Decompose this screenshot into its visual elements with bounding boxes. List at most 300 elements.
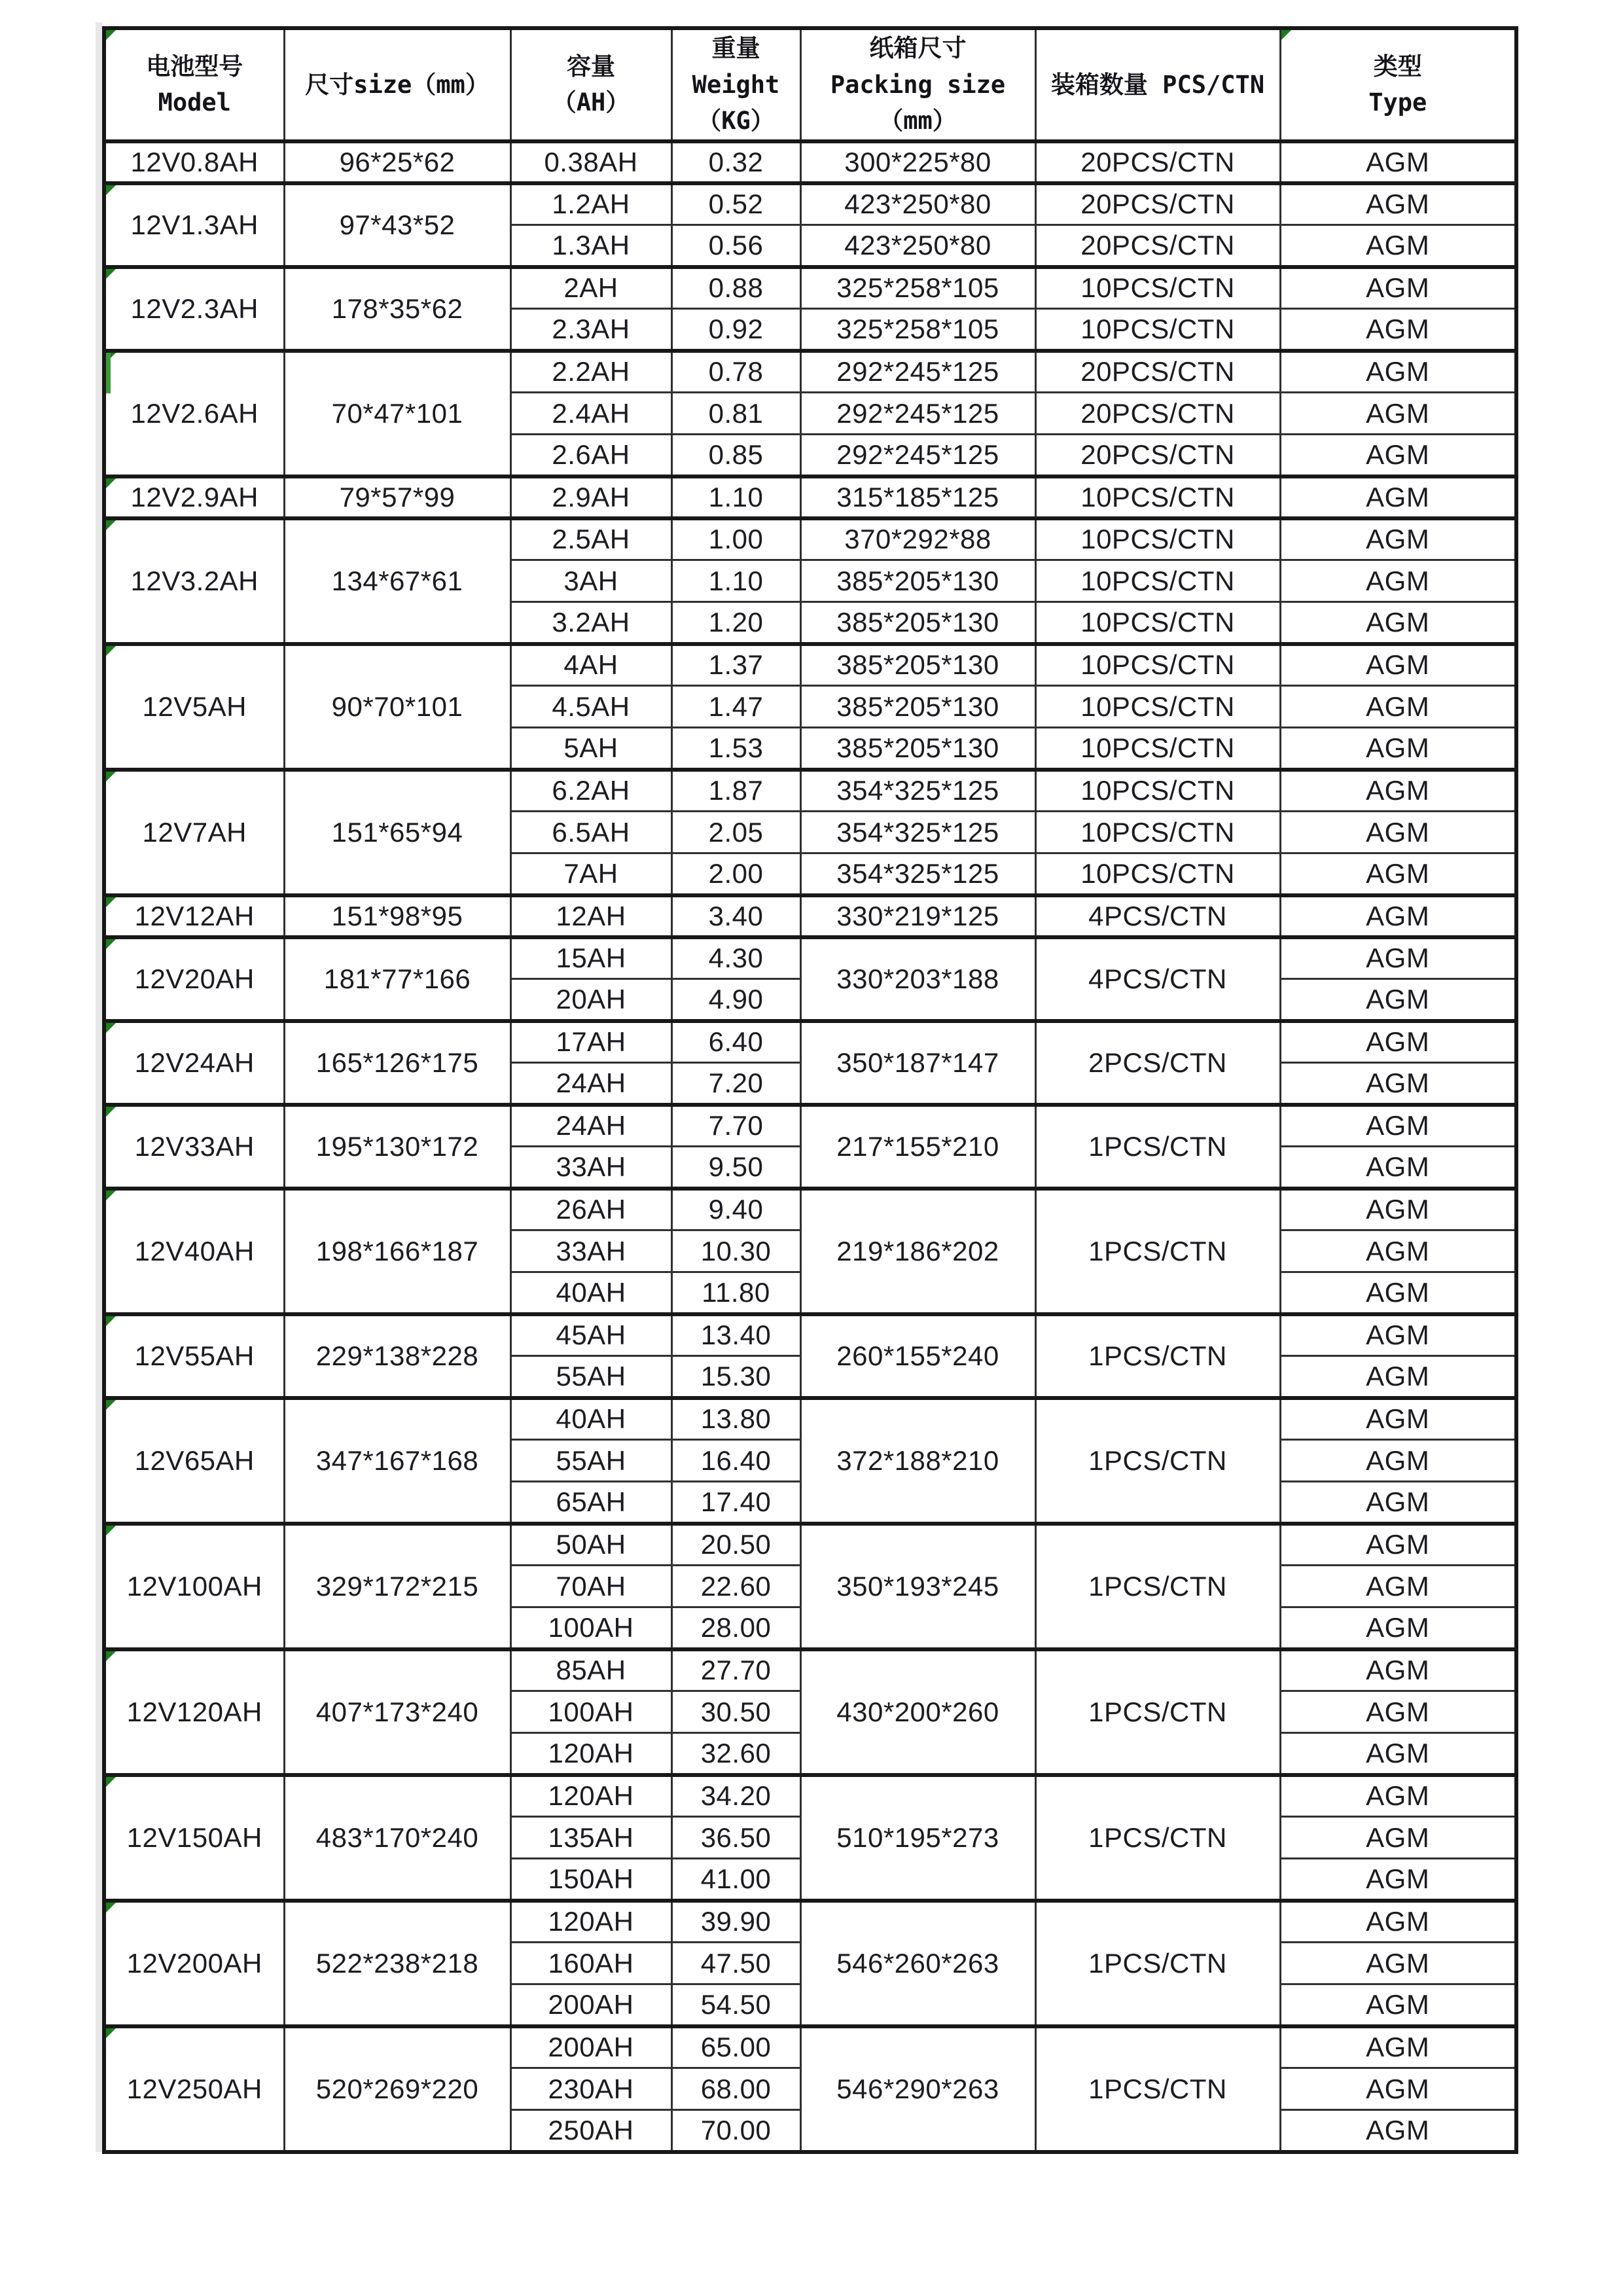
capacity-cell bbox=[510, 937, 671, 979]
cell-text: 12AH bbox=[556, 900, 626, 931]
capacity-cell bbox=[510, 1272, 671, 1314]
capacity-cell bbox=[510, 812, 671, 853]
cell-text: AGM bbox=[1366, 649, 1430, 681]
cell-text: 315*185*125 bbox=[836, 481, 999, 512]
type-cell bbox=[1280, 1775, 1516, 1817]
weight-cell bbox=[671, 602, 800, 644]
cell-text: 1PCS/CTN bbox=[1088, 1947, 1227, 1979]
cell-flag-triangle-icon bbox=[106, 1651, 116, 1661]
cell-text: AGM bbox=[1366, 1194, 1430, 1225]
cell-text: 1PCS/CTN bbox=[1088, 1444, 1227, 1476]
qty-cell bbox=[1035, 728, 1280, 770]
cell-text: 20PCS/CTN bbox=[1080, 146, 1235, 177]
cell-flag-triangle-icon bbox=[106, 2028, 116, 2038]
packing-cell bbox=[800, 1398, 1035, 1524]
weight-cell bbox=[671, 979, 800, 1021]
capacity-cell bbox=[510, 1984, 671, 2026]
table-row bbox=[104, 518, 1516, 560]
cell-text: 292*245*125 bbox=[836, 397, 999, 429]
capacity-cell bbox=[510, 1775, 671, 1817]
header-line: 装箱数量 PCS/CTN bbox=[1050, 70, 1265, 99]
type-cell bbox=[1280, 770, 1516, 812]
qty-cell bbox=[1035, 812, 1280, 853]
header-row bbox=[104, 28, 1516, 141]
weight-cell bbox=[671, 560, 800, 602]
qty-cell bbox=[1035, 1901, 1280, 2026]
cell-flag-triangle-icon bbox=[106, 185, 116, 195]
qty-cell bbox=[1035, 686, 1280, 728]
cell-text: 1.10 bbox=[708, 481, 764, 512]
cell-text: 10PCS/CTN bbox=[1080, 857, 1235, 889]
cell-text: 15.30 bbox=[700, 1360, 772, 1391]
column-header-size bbox=[284, 28, 510, 141]
cell-text: AGM bbox=[1366, 1988, 1430, 2020]
cell-text: 546*260*263 bbox=[836, 1947, 999, 1979]
cell-text: AGM bbox=[1366, 2073, 1430, 2104]
type-cell bbox=[1280, 644, 1516, 686]
header-line: 类型 bbox=[1373, 52, 1422, 81]
column-header-weight bbox=[671, 28, 800, 141]
model-cell bbox=[104, 1021, 284, 1105]
cell-text: 135AH bbox=[548, 1821, 634, 1853]
type-cell bbox=[1280, 1063, 1516, 1105]
cell-text: 4.5AH bbox=[552, 691, 630, 722]
table-body bbox=[104, 141, 1516, 2152]
cell-text: 1PCS/CTN bbox=[1088, 1340, 1227, 1371]
capacity-cell bbox=[510, 351, 671, 393]
model-cell bbox=[104, 1105, 284, 1189]
header-line: 重量 bbox=[711, 34, 760, 62]
cell-text: 17.40 bbox=[700, 1486, 772, 1517]
cell-text: 12V0.8AH bbox=[130, 146, 259, 177]
cell-text: 12V40AH bbox=[134, 1235, 255, 1266]
weight-cell bbox=[671, 1230, 800, 1272]
type-cell bbox=[1280, 1105, 1516, 1147]
cell-text: 120AH bbox=[548, 1737, 634, 1768]
cell-text: 4.30 bbox=[708, 942, 764, 974]
cell-text: AGM bbox=[1366, 606, 1430, 637]
table-row bbox=[104, 351, 1516, 393]
cell-text: 385*205*130 bbox=[836, 691, 999, 722]
cell-text: 329*172*215 bbox=[315, 1570, 479, 1602]
weight-cell bbox=[671, 728, 800, 770]
table-row bbox=[104, 1398, 1516, 1440]
type-cell bbox=[1280, 1272, 1516, 1314]
model-cell bbox=[104, 267, 284, 351]
cell-text: 1.3AH bbox=[552, 229, 630, 260]
cell-text: 4PCS/CTN bbox=[1088, 900, 1227, 931]
battery-spec-table bbox=[102, 26, 1518, 2154]
cell-text: 70.00 bbox=[700, 2114, 772, 2145]
header-line: Type bbox=[1368, 88, 1427, 117]
cell-text: 10PCS/CTN bbox=[1080, 691, 1235, 722]
capacity-cell bbox=[510, 1691, 671, 1733]
cell-text: AGM bbox=[1366, 1486, 1430, 1517]
packing-cell bbox=[800, 141, 1035, 183]
table-row bbox=[104, 2026, 1516, 2068]
capacity-cell bbox=[510, 560, 671, 602]
cell-text: 165*126*175 bbox=[315, 1047, 479, 1078]
cell-flag-triangle-icon bbox=[106, 1400, 116, 1410]
weight-cell bbox=[671, 1063, 800, 1105]
weight-cell bbox=[671, 1649, 800, 1691]
cell-text: 12V55AH bbox=[134, 1340, 255, 1371]
weight-cell bbox=[671, 1733, 800, 1775]
cell-text: 3AH bbox=[563, 565, 618, 596]
packing-cell bbox=[800, 937, 1035, 1021]
size-cell bbox=[284, 183, 510, 267]
cell-text: AGM bbox=[1366, 1319, 1430, 1351]
cell-text: 423*250*80 bbox=[844, 229, 991, 260]
model-cell bbox=[104, 518, 284, 644]
weight-cell bbox=[671, 1943, 800, 1984]
cell-text: AGM bbox=[1366, 857, 1430, 889]
cell-text: 12V33AH bbox=[134, 1130, 255, 1162]
cell-text: 181*77*166 bbox=[323, 963, 471, 994]
cell-text: 354*325*125 bbox=[836, 775, 999, 806]
size-cell bbox=[284, 351, 510, 476]
model-cell bbox=[104, 937, 284, 1021]
cell-text: 28.00 bbox=[700, 1611, 772, 1643]
type-cell bbox=[1280, 309, 1516, 351]
cell-text: 178*35*62 bbox=[331, 293, 463, 324]
capacity-cell bbox=[510, 476, 671, 518]
cell-text: 520*269*220 bbox=[315, 2073, 479, 2104]
cell-text: 33AH bbox=[556, 1151, 626, 1182]
size-cell bbox=[284, 1649, 510, 1775]
cell-text: AGM bbox=[1366, 2114, 1430, 2145]
type-cell bbox=[1280, 393, 1516, 435]
qty-cell bbox=[1035, 1189, 1280, 1314]
capacity-cell bbox=[510, 1230, 671, 1272]
cell-text: 2.3AH bbox=[552, 313, 630, 344]
cell-text: 10PCS/CTN bbox=[1080, 649, 1235, 681]
cell-text: 12V1.3AH bbox=[130, 209, 259, 240]
capacity-cell bbox=[510, 435, 671, 476]
cell-text: 200AH bbox=[548, 2032, 634, 2063]
cell-text: 372*188*210 bbox=[836, 1444, 999, 1476]
cell-text: 12V120AH bbox=[126, 1696, 262, 1727]
packing-cell bbox=[800, 476, 1035, 518]
qty-cell bbox=[1035, 518, 1280, 560]
capacity-cell bbox=[510, 686, 671, 728]
capacity-cell bbox=[510, 267, 671, 309]
packing-cell bbox=[800, 393, 1035, 435]
packing-cell bbox=[800, 812, 1035, 853]
cell-text: 20PCS/CTN bbox=[1080, 356, 1235, 387]
cell-text: AGM bbox=[1366, 272, 1430, 304]
cell-flag-triangle-icon bbox=[106, 1316, 116, 1326]
type-cell bbox=[1280, 1440, 1516, 1482]
capacity-cell bbox=[510, 141, 671, 183]
cell-text: 2.5AH bbox=[552, 524, 630, 555]
cell-text: AGM bbox=[1366, 1611, 1430, 1643]
table-row bbox=[104, 1314, 1516, 1356]
cell-text: 12V3.2AH bbox=[130, 565, 259, 596]
model-cell bbox=[104, 1398, 284, 1524]
type-cell bbox=[1280, 2026, 1516, 2068]
cell-text: 41.00 bbox=[700, 1863, 772, 1894]
size-cell bbox=[284, 1105, 510, 1189]
cell-text: 5AH bbox=[563, 732, 618, 763]
qty-cell bbox=[1035, 393, 1280, 435]
model-cell bbox=[104, 1524, 284, 1649]
cell-text: 1.47 bbox=[708, 691, 764, 722]
packing-cell bbox=[800, 1105, 1035, 1189]
size-cell bbox=[284, 937, 510, 1021]
weight-cell bbox=[671, 1105, 800, 1147]
cell-text: AGM bbox=[1366, 1821, 1430, 1853]
type-cell bbox=[1280, 518, 1516, 560]
table-row bbox=[104, 895, 1516, 937]
cell-text: 20PCS/CTN bbox=[1080, 439, 1235, 470]
table-row bbox=[104, 1901, 1516, 1943]
cell-text: 34.20 bbox=[700, 1780, 772, 1812]
cell-text: 12V12AH bbox=[134, 900, 255, 931]
qty-cell bbox=[1035, 183, 1280, 225]
cell-text: 10PCS/CTN bbox=[1080, 775, 1235, 806]
cell-text: 55AH bbox=[556, 1444, 626, 1476]
cell-text: AGM bbox=[1366, 1276, 1430, 1308]
model-cell bbox=[104, 2026, 284, 2152]
cell-text: AGM bbox=[1366, 439, 1430, 470]
capacity-cell bbox=[510, 979, 671, 1021]
cell-text: 1.00 bbox=[708, 524, 764, 555]
cell-text: 200AH bbox=[548, 1988, 634, 2020]
cell-text: 350*193*245 bbox=[836, 1570, 999, 1602]
cell-text: 12V5AH bbox=[142, 691, 247, 722]
table-row bbox=[104, 644, 1516, 686]
type-cell bbox=[1280, 812, 1516, 853]
size-cell bbox=[284, 476, 510, 518]
weight-cell bbox=[671, 1859, 800, 1901]
cell-text: 385*205*130 bbox=[836, 649, 999, 681]
weight-cell bbox=[671, 1314, 800, 1356]
cell-text: AGM bbox=[1366, 524, 1430, 555]
cell-text: 50AH bbox=[556, 1529, 626, 1560]
cell-text: 12V250AH bbox=[126, 2073, 262, 2104]
type-cell bbox=[1280, 141, 1516, 183]
cell-text: AGM bbox=[1366, 1529, 1430, 1560]
qty-cell bbox=[1035, 225, 1280, 267]
column-header-packing bbox=[800, 28, 1035, 141]
cell-text: 9.50 bbox=[708, 1151, 764, 1182]
cell-text: 6.5AH bbox=[552, 816, 630, 848]
qty-cell bbox=[1035, 560, 1280, 602]
weight-cell bbox=[671, 1021, 800, 1063]
cell-flag-triangle-icon bbox=[106, 478, 116, 488]
packing-cell bbox=[800, 1524, 1035, 1649]
column-header-capacity bbox=[510, 28, 671, 141]
capacity-cell bbox=[510, 853, 671, 895]
cell-text: 85AH bbox=[556, 1655, 626, 1686]
capacity-cell bbox=[510, 183, 671, 225]
cell-text: 24AH bbox=[556, 1067, 626, 1098]
weight-cell bbox=[671, 1775, 800, 1817]
cell-flag-triangle-icon bbox=[106, 772, 116, 781]
cell-text: 6.2AH bbox=[552, 775, 630, 806]
cell-text: 330*219*125 bbox=[836, 900, 999, 931]
packing-cell bbox=[800, 2026, 1035, 2152]
cell-text: AGM bbox=[1366, 1737, 1430, 1768]
qty-cell bbox=[1035, 853, 1280, 895]
cell-text: 0.88 bbox=[708, 272, 764, 304]
cell-text: AGM bbox=[1366, 1067, 1430, 1098]
qty-cell bbox=[1035, 476, 1280, 518]
capacity-cell bbox=[510, 1398, 671, 1440]
capacity-cell bbox=[510, 1817, 671, 1859]
header-line: 容量 bbox=[567, 52, 615, 81]
type-cell bbox=[1280, 686, 1516, 728]
cell-text: 10PCS/CTN bbox=[1080, 272, 1235, 304]
type-cell bbox=[1280, 1691, 1516, 1733]
cell-text: 12V200AH bbox=[126, 1947, 262, 1979]
cell-text: 430*200*260 bbox=[836, 1696, 999, 1727]
cell-text: 45AH bbox=[556, 1319, 626, 1351]
type-cell bbox=[1280, 1607, 1516, 1649]
cell-text: 217*155*210 bbox=[836, 1130, 999, 1162]
model-cell bbox=[104, 1314, 284, 1398]
weight-cell bbox=[671, 141, 800, 183]
type-cell bbox=[1280, 1230, 1516, 1272]
type-cell bbox=[1280, 1147, 1516, 1189]
cell-text: 483*170*240 bbox=[315, 1821, 479, 1853]
cell-text: 370*292*88 bbox=[844, 524, 991, 555]
qty-cell bbox=[1035, 895, 1280, 937]
cell-text: 70*47*101 bbox=[331, 397, 463, 429]
packing-cell bbox=[800, 267, 1035, 309]
cell-text: 510*195*273 bbox=[836, 1821, 999, 1853]
cell-flag-triangle-icon bbox=[106, 1903, 116, 1912]
cell-text: 1PCS/CTN bbox=[1088, 1696, 1227, 1727]
size-cell bbox=[284, 1314, 510, 1398]
cell-text: 151*98*95 bbox=[331, 900, 463, 931]
capacity-cell bbox=[510, 1147, 671, 1189]
cell-text: 55AH bbox=[556, 1360, 626, 1391]
cell-text: 3.40 bbox=[708, 900, 764, 931]
capacity-cell bbox=[510, 1607, 671, 1649]
cell-text: 1.20 bbox=[708, 606, 764, 637]
packing-cell bbox=[800, 518, 1035, 560]
qty-cell bbox=[1035, 2026, 1280, 2152]
cell-text: 4.90 bbox=[708, 983, 764, 1014]
packing-cell bbox=[800, 225, 1035, 267]
cell-text: 0.38AH bbox=[544, 146, 638, 177]
qty-cell bbox=[1035, 1021, 1280, 1105]
cell-flag-triangle-icon bbox=[106, 1777, 116, 1787]
qty-cell bbox=[1035, 602, 1280, 644]
type-cell bbox=[1280, 979, 1516, 1021]
packing-cell bbox=[800, 183, 1035, 225]
type-cell bbox=[1280, 1649, 1516, 1691]
type-cell bbox=[1280, 1021, 1516, 1063]
cell-text: 151*65*94 bbox=[331, 816, 463, 848]
cell-text: AGM bbox=[1366, 983, 1430, 1014]
cell-text: 385*205*130 bbox=[836, 606, 999, 637]
cell-flag-triangle-icon bbox=[106, 269, 116, 279]
cell-text: 12V2.3AH bbox=[130, 293, 259, 324]
cell-text: 12V65AH bbox=[134, 1444, 255, 1476]
weight-cell bbox=[671, 1566, 800, 1607]
size-cell bbox=[284, 267, 510, 351]
cell-text: 26AH bbox=[556, 1194, 626, 1225]
capacity-cell bbox=[510, 1063, 671, 1105]
cell-text: 32.60 bbox=[700, 1737, 772, 1768]
cell-text: 12V150AH bbox=[126, 1821, 262, 1853]
cell-text: 36.50 bbox=[700, 1821, 772, 1853]
cell-text: AGM bbox=[1366, 775, 1430, 806]
cell-text: 10PCS/CTN bbox=[1080, 313, 1235, 344]
cell-flag-triangle-icon bbox=[106, 1023, 116, 1033]
cell-text: 1PCS/CTN bbox=[1088, 1570, 1227, 1602]
cell-text: 20AH bbox=[556, 983, 626, 1014]
column-header-qty bbox=[1035, 28, 1280, 141]
packing-cell bbox=[800, 560, 1035, 602]
cell-text: 11.80 bbox=[702, 1276, 770, 1308]
capacity-cell bbox=[510, 2026, 671, 2068]
cell-text: 1PCS/CTN bbox=[1088, 1130, 1227, 1162]
type-cell bbox=[1280, 2068, 1516, 2110]
qty-cell bbox=[1035, 141, 1280, 183]
cell-text: 40AH bbox=[556, 1403, 626, 1435]
cell-text: 12V7AH bbox=[142, 816, 247, 848]
cell-text: 27.70 bbox=[700, 1655, 772, 1686]
header-line: 纸箱尺寸 bbox=[869, 34, 967, 62]
capacity-cell bbox=[510, 1314, 671, 1356]
capacity-cell bbox=[510, 895, 671, 937]
cell-text: 423*250*80 bbox=[844, 188, 991, 220]
table-row bbox=[104, 1524, 1516, 1566]
weight-cell bbox=[671, 1398, 800, 1440]
size-cell bbox=[284, 1398, 510, 1524]
cell-text: 13.40 bbox=[700, 1319, 772, 1351]
cell-text: 198*166*187 bbox=[315, 1235, 479, 1266]
cell-text: AGM bbox=[1366, 1655, 1430, 1686]
qty-cell bbox=[1035, 937, 1280, 1021]
packing-cell bbox=[800, 1189, 1035, 1314]
capacity-cell bbox=[510, 1649, 671, 1691]
packing-cell bbox=[800, 770, 1035, 812]
cell-text: 0.56 bbox=[708, 229, 764, 260]
cell-text: 0.85 bbox=[708, 439, 764, 470]
cell-text: AGM bbox=[1366, 481, 1430, 512]
cell-text: AGM bbox=[1366, 1906, 1430, 1937]
type-cell bbox=[1280, 351, 1516, 393]
table-row bbox=[104, 937, 1516, 979]
capacity-cell bbox=[510, 309, 671, 351]
type-cell bbox=[1280, 1901, 1516, 1943]
type-cell bbox=[1280, 183, 1516, 225]
header-line: Weight bbox=[692, 70, 780, 99]
cell-flag-triangle-icon bbox=[106, 897, 116, 907]
cell-text: 10PCS/CTN bbox=[1080, 732, 1235, 763]
cell-text: AGM bbox=[1366, 942, 1430, 974]
cell-text: 13.80 bbox=[700, 1403, 772, 1435]
capacity-cell bbox=[510, 2110, 671, 2152]
type-cell bbox=[1280, 1356, 1516, 1398]
weight-cell bbox=[671, 1607, 800, 1649]
cell-text: 10PCS/CTN bbox=[1080, 565, 1235, 596]
cell-text: AGM bbox=[1366, 565, 1430, 596]
type-cell bbox=[1280, 1733, 1516, 1775]
cell-flag-triangle-icon bbox=[106, 939, 116, 949]
header-line: （AH） bbox=[552, 88, 630, 117]
cell-text: 160AH bbox=[548, 1947, 634, 1979]
qty-cell bbox=[1035, 309, 1280, 351]
cell-text: 2.6AH bbox=[552, 439, 630, 470]
packing-cell bbox=[800, 1314, 1035, 1398]
size-cell bbox=[284, 1901, 510, 2026]
